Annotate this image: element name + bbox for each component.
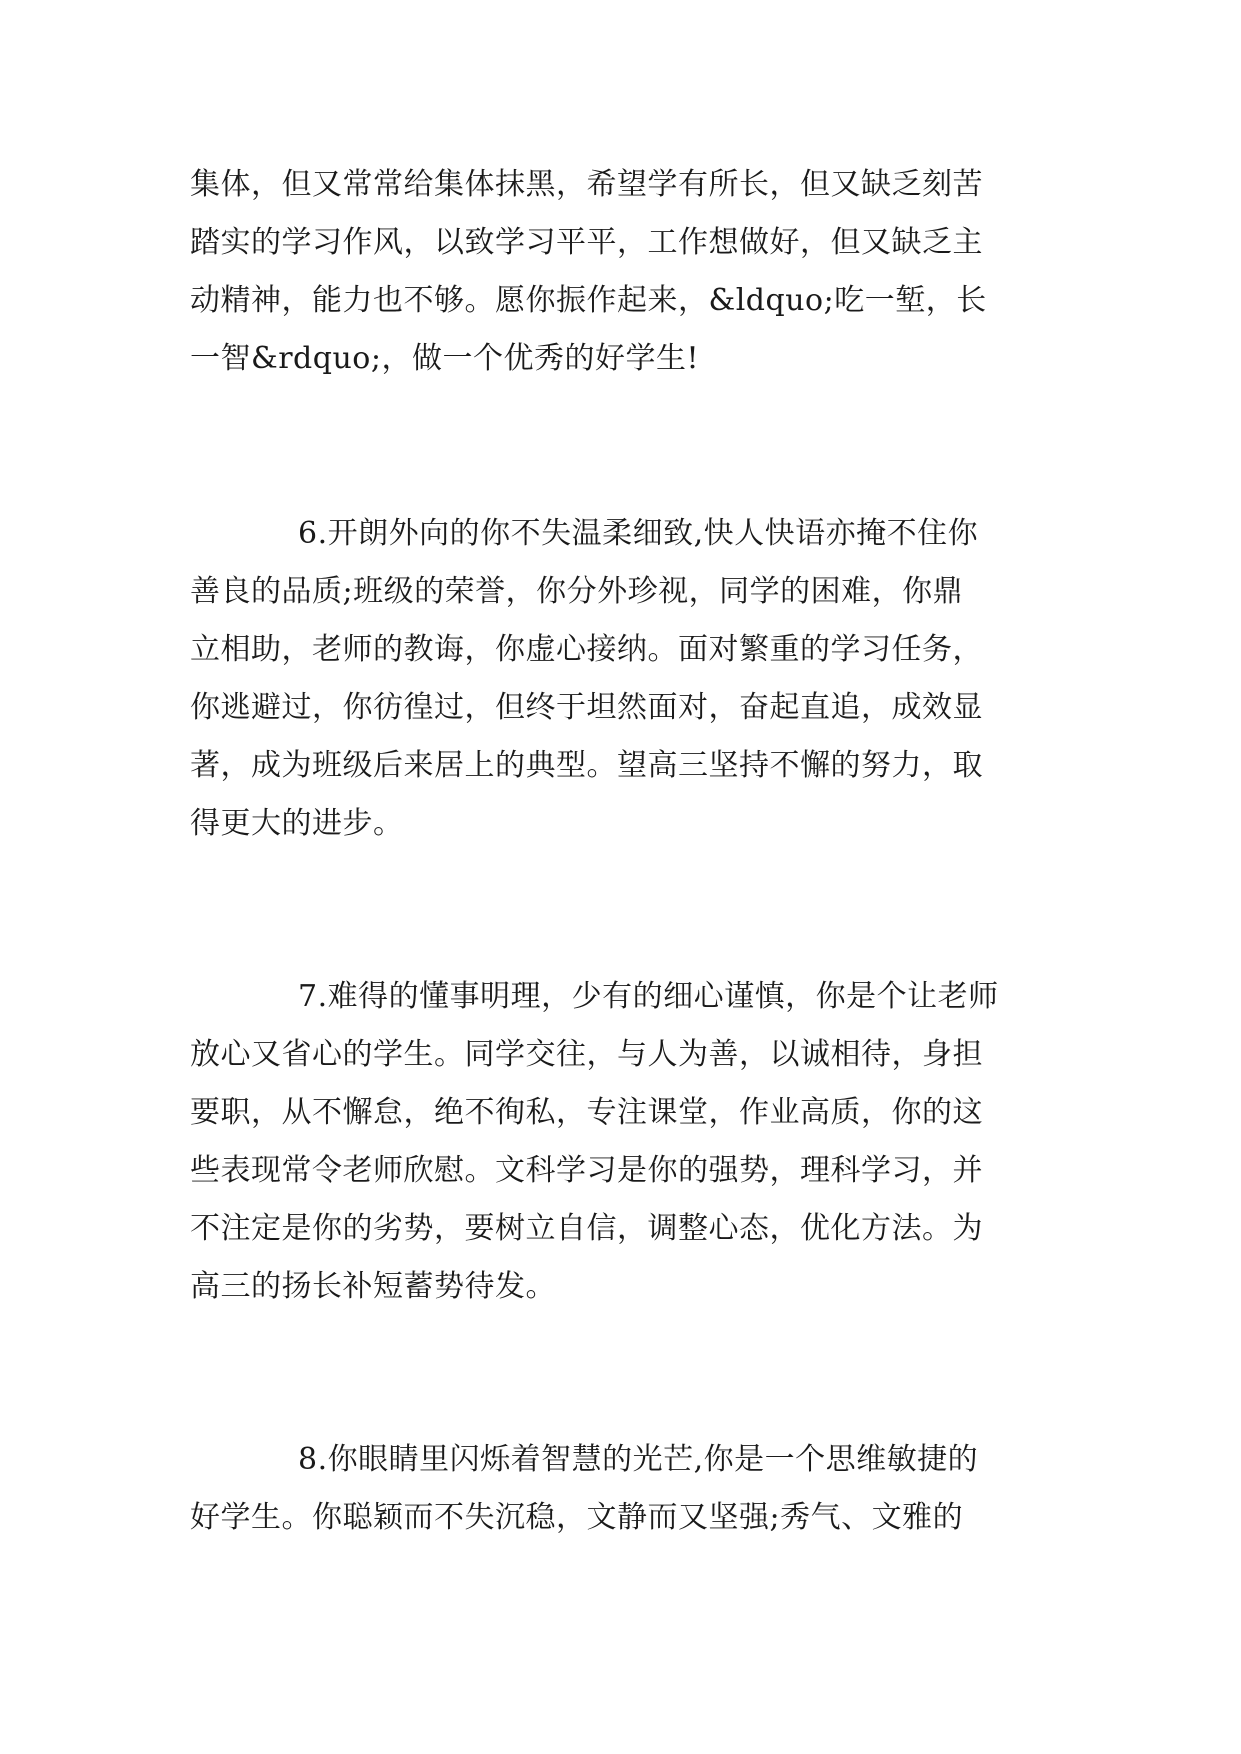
- text-line: 要职，从不懈怠，绝不徇私，专注课堂，作业高质，你的这: [190, 1095, 983, 1130]
- text-line: 善良的品质;班级的荣誉，你分外珍视，同学的困难，你鼎: [190, 574, 964, 609]
- text-line: 高三的扬长补短蓄势待发。: [190, 1269, 556, 1304]
- paragraph-7: [190, 968, 1070, 1316]
- text-line: 好学生。你聪颖而不失沉稳，文静而又坚强;秀气、文雅的: [190, 1500, 964, 1535]
- text-line: 踏实的学习作风，以致学习平平，工作想做好，但又缺乏主: [190, 225, 983, 260]
- text-line: 些表现常令老师欣慰。文科学习是你的强势，理科学习，并: [190, 1153, 983, 1188]
- text-line: 放心又省心的学生。同学交往，与人为善，以诚相待，身担: [190, 1037, 983, 1072]
- paragraph-8: [190, 1431, 1070, 1547]
- text-line: 一智&rdquo;，做一个优秀的好学生!: [190, 341, 699, 376]
- text-line: 6.开朗外向的你不失温柔细致,快人快语亦掩不住你: [298, 516, 979, 551]
- paragraph-6: [190, 505, 1070, 853]
- text-line: 著，成为班级后来居上的典型。望高三坚持不懈的努力，取: [190, 748, 983, 783]
- text-line: 不注定是你的劣势，要树立自信，调整心态，优化方法。为: [190, 1211, 983, 1246]
- text-line: 8.你眼睛里闪烁着智慧的光芒,你是一个思维敏捷的: [298, 1442, 979, 1477]
- text-line: 7.难得的懂事明理，少有的细心谨慎，你是个让老师: [298, 979, 999, 1014]
- text-line: 你逃避过，你彷徨过，但终于坦然面对，奋起直追，成效显: [190, 690, 983, 725]
- text-line: 立相助，老师的教诲，你虚心接纳。面对繁重的学习任务，: [190, 632, 983, 667]
- paragraph-5-continued: [190, 156, 1070, 388]
- text-line: 动精神，能力也不够。愿你振作起来，&ldquo;吃一堑，长: [190, 283, 987, 318]
- text-line: 得更大的进步。: [190, 806, 404, 841]
- text-line: 集体，但又常常给集体抹黑，希望学有所长，但又缺乏刻苦: [190, 167, 983, 202]
